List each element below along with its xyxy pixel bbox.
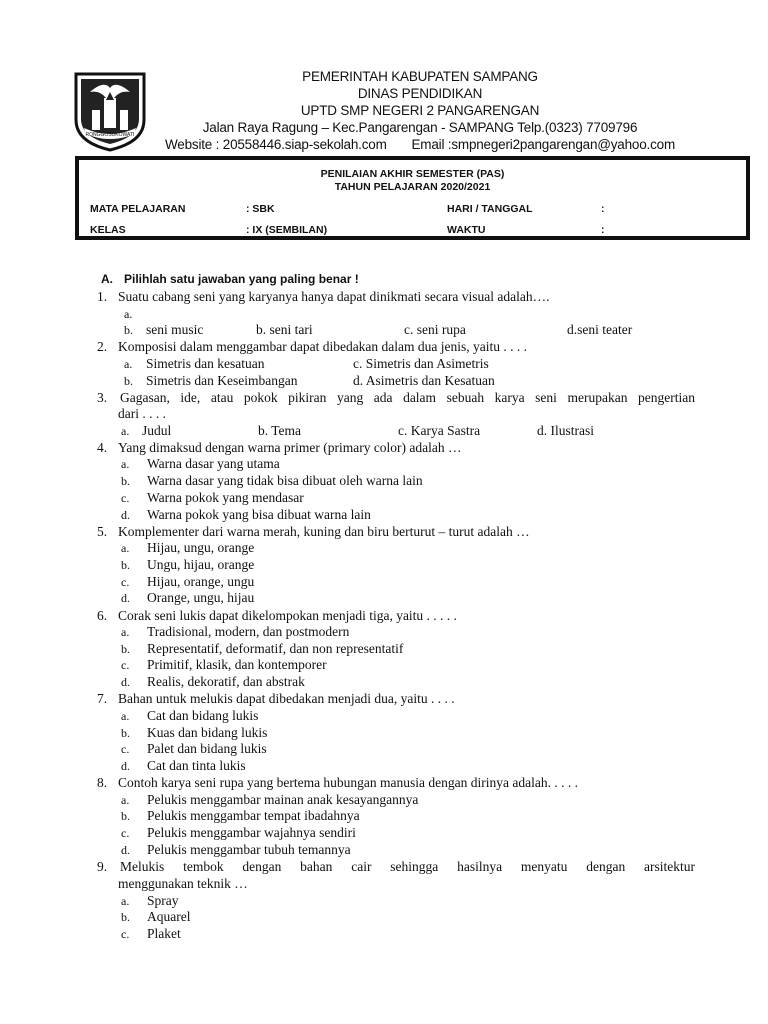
option-label: b. [124, 374, 133, 388]
option-1d[interactable]: d.seni teater [567, 322, 633, 337]
regency-crest-logo [70, 70, 150, 152]
school-name: UPTD SMP NEGERI 2 PANGARENGAN [300, 103, 540, 118]
option-text: Realis, dekoratif, dan abstrak [147, 674, 305, 689]
option-text: Palet dan bidang lukis [147, 741, 267, 756]
class-value: : IX (SEMBILAN) [246, 224, 328, 236]
option-2c[interactable]: c. Simetris dan Asimetris [353, 356, 489, 371]
option-text: Pelukis menggambar tempat ibadahnya [147, 808, 360, 823]
question-number: 1. [97, 289, 108, 304]
option-label: a. [121, 625, 130, 639]
option-label: b. [121, 726, 130, 740]
option-3d[interactable]: d. Ilustrasi [537, 423, 594, 438]
option-label: b. [121, 474, 130, 488]
question-text: Komplementer dari warna merah, kuning dan biru berturut – turut adalah … [118, 524, 530, 539]
option-label: b. [121, 910, 130, 924]
option-text: Plaket [147, 926, 181, 941]
exam-title: PENILAIAN AKHIR SEMESTER (PAS) [320, 168, 505, 180]
option-label: a. [121, 541, 130, 555]
option-label: a. [121, 709, 130, 723]
question-9-text: Melukis tembok dengan bahan cair sehingga hasilnya menyatu dengan arsitektur [120, 859, 695, 874]
option-text: Pelukis menggambar mainan anak kesayangannya [147, 792, 419, 807]
option-label: c. [121, 826, 130, 840]
question-text: Contoh karya seni rupa yang bertema hubungan manusia dengan dirinya adalah. . . . . [118, 775, 578, 790]
instruction-text: Pilihlah satu jawaban yang paling benar ! [124, 272, 359, 286]
exam-info-box [75, 156, 750, 240]
letterhead [160, 68, 680, 153]
question-text: Bahan untuk melukis dapat dibedakan menjadi dua, yaitu . . . . [118, 691, 455, 706]
option-text: Hijau, orange, ungu [147, 574, 255, 589]
day-date-label: HARI / TANGGAL [447, 203, 533, 215]
option-text: Spray [147, 893, 179, 908]
question-number: 2. [97, 339, 108, 354]
time-value: : [601, 224, 605, 236]
option-label: d. [121, 508, 130, 522]
option-label: c. [121, 927, 130, 941]
option-3c[interactable]: c. Karya Sastra [398, 423, 481, 438]
option-label: b. [124, 323, 133, 337]
option-text: Ungu, hijau, orange [147, 557, 255, 572]
option-label: a. [121, 894, 130, 908]
option-text: Warna dasar yang tidak bisa dibuat oleh warna lain [147, 473, 423, 488]
option-text: Cat dan tinta lukis [147, 758, 246, 773]
section-instruction [101, 272, 359, 286]
option-2d[interactable]: d. Asimetris dan Kesatuan [353, 373, 495, 388]
option-label: b. [121, 558, 130, 572]
option-2a[interactable]: Simetris dan kesatuan [146, 356, 265, 371]
option-text: Cat dan bidang lukis [147, 708, 259, 723]
option-1b-seni-tari[interactable]: b. seni tari [256, 322, 313, 337]
subject-label: MATA PELAJARAN [90, 203, 186, 215]
question-number: 4. [97, 440, 108, 455]
option-label: c. [121, 491, 130, 505]
option-label: b. [121, 809, 130, 823]
option-text: Warna dasar yang utama [147, 456, 280, 471]
option-label: d. [121, 759, 130, 773]
option-label: a. [121, 457, 130, 471]
option-text: Warna pokok yang bisa dibuat warna lain [147, 507, 371, 522]
option-label: c. [121, 658, 130, 672]
question-number: 6. [97, 608, 108, 623]
school-address: Jalan Raya Ragung – Kec.Pangarengan - SAMPANG Telp.(0323) 7709796 [202, 120, 638, 135]
option-3a[interactable]: Judul [142, 423, 172, 438]
option-text: Representatif, deformatif, dan non representatif [147, 641, 404, 656]
day-date-value: : [601, 203, 605, 215]
class-label: KELAS [90, 224, 126, 236]
crest-motto: RONGGOSUKOWATI [85, 132, 135, 138]
option-1c[interactable]: c. seni rupa [404, 322, 466, 337]
academic-year: TAHUN PELAJARAN 2020/2021 [334, 181, 491, 193]
time-label: WAKTU [447, 224, 486, 236]
school-website: Website : 20558446.siap-sekolah.com [164, 137, 387, 152]
question-text: Suatu cabang seni yang karyanya hanya dapat dinikmati secara visual adalah…. [118, 289, 550, 304]
option-label: d. [121, 591, 130, 605]
option-label: a. [124, 307, 133, 321]
option-2b[interactable]: Simetris dan Keseimbangan [146, 373, 298, 388]
option-label: d. [121, 675, 130, 689]
school-email: Email :smpnegeri2pangarengan@yahoo.com [411, 137, 675, 152]
option-text: Kuas dan bidang lukis [147, 725, 268, 740]
option-text: Primitif, klasik, dan kontemporer [147, 657, 327, 672]
question-number: 7. [97, 691, 108, 706]
option-label: c. [121, 742, 130, 756]
question-number: 3. [97, 390, 108, 405]
question-number: 8. [97, 775, 108, 790]
question-number: 9. [97, 859, 108, 874]
option-label: a. [121, 793, 130, 807]
contact-line [160, 136, 680, 153]
option-1b[interactable]: seni music [146, 322, 204, 337]
question-text: menggunakan teknik … [118, 876, 248, 891]
option-text: Hijau, ungu, orange [147, 540, 255, 555]
question-text: Komposisi dalam menggambar dapat dibedakan dalam dua jenis, yaitu . . . . [118, 339, 528, 354]
question-text: Corak seni lukis dapat dikelompokan menjadi tiga, yaitu . . . . . [118, 608, 457, 623]
question-text: Yang dimaksud dengan warna primer (primary color) adalah … [118, 440, 462, 455]
option-text: Warna pokok yang mendasar [147, 490, 304, 505]
question-text: dari . . . . [118, 406, 166, 421]
option-text: Pelukis menggambar tubuh temannya [147, 842, 351, 857]
option-3b[interactable]: b. Tema [258, 423, 302, 438]
option-text: Orange, ungu, hijau [147, 590, 255, 605]
option-text: Aquarel [147, 909, 191, 924]
government-name: PEMERINTAH KABUPATEN SAMPANG [302, 69, 538, 84]
option-label: c. [121, 575, 130, 589]
subject-value: : SBK [246, 203, 275, 215]
department-name: DINAS PENDIDIKAN [357, 86, 483, 101]
option-label: b. [121, 642, 130, 656]
option-label: d. [121, 843, 130, 857]
section-letter: A. [101, 272, 113, 286]
option-text: Tradisional, modern, dan postmodern [147, 624, 350, 639]
option-label: a. [124, 357, 133, 371]
option-label: a. [121, 424, 130, 438]
question-number: 5. [97, 524, 108, 539]
option-text: Pelukis menggambar wajahnya sendiri [147, 825, 356, 840]
question-3-text: Gagasan, ide, atau pokok pikiran yang ada dalam sebuah karya seni merupakan pengertian [120, 390, 695, 405]
